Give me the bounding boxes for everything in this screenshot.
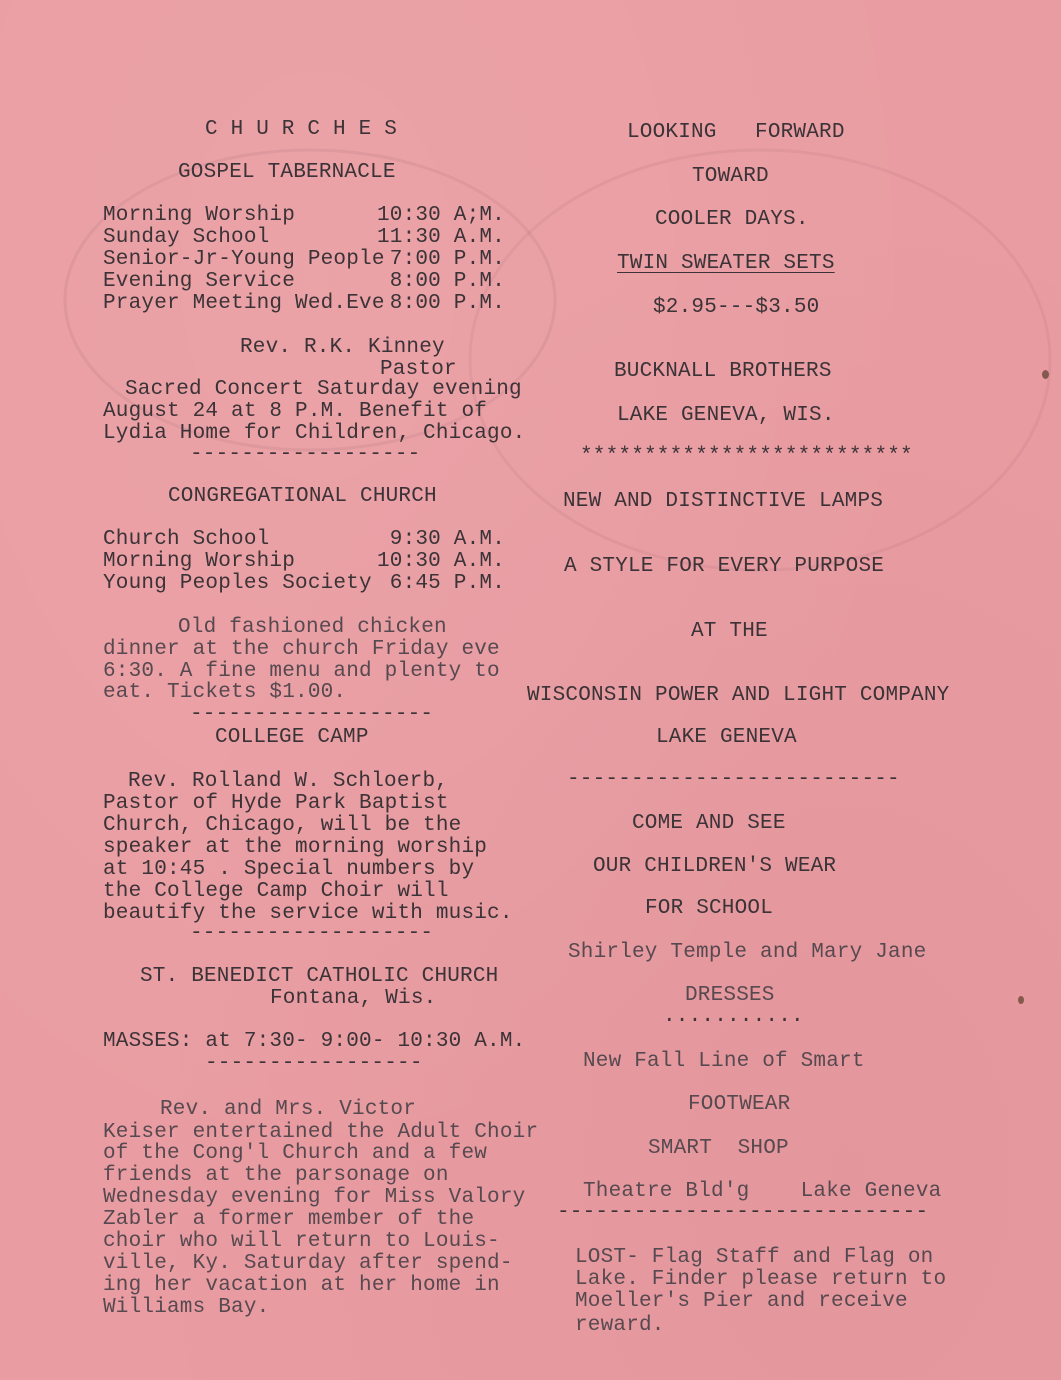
schedule-row: [103, 529, 505, 551]
notice-line: at 10:45 . Special numbers by: [103, 858, 475, 881]
section-divider: -------------------: [190, 703, 434, 726]
notice-line: beautify the service with music.: [103, 902, 513, 925]
ad-store: BUCKNALL BROTHERS: [614, 360, 832, 383]
ad-line: OUR CHILDREN'S WEAR: [593, 855, 837, 878]
social-note-line: ing her vacation at her home in: [103, 1274, 500, 1297]
notice-line: Sacred Concert Saturday evening: [125, 378, 522, 401]
notice-line: 6:30. A fine menu and plenty to: [103, 660, 500, 683]
ad-item: FOOTWEAR: [688, 1093, 791, 1116]
social-note-line: Wednesday evening for Miss Valory: [103, 1186, 526, 1209]
lost-notice-line: LOST- Flag Staff and Flag on: [575, 1246, 934, 1269]
ad-item: DRESSES: [685, 984, 775, 1007]
congregational-church-title: CONGREGATIONAL CHURCH: [168, 485, 437, 508]
notice-line: Church, Chicago, will be the: [103, 814, 462, 837]
lost-notice-line: reward.: [575, 1314, 665, 1337]
ad-price: $2.95---$3.50: [653, 296, 820, 319]
schedule-event: Morning Worship: [103, 204, 296, 227]
notice-line: Pastor of Hyde Park Baptist: [103, 792, 449, 815]
schedule-event: Church School: [103, 528, 270, 551]
pastor-title: Pastor: [380, 358, 457, 381]
social-note-line: choir who will return to Louis-: [103, 1230, 500, 1253]
ad-line: A STYLE FOR EVERY PURPOSE: [564, 555, 885, 578]
social-note-line: Keiser entertained the Adult Choir: [103, 1121, 539, 1144]
ad-line: TOWARD: [692, 165, 769, 188]
ad-line: NEW AND DISTINCTIVE LAMPS: [563, 490, 884, 513]
ink-spot: [1042, 370, 1049, 379]
ad-location: LAKE GENEVA, WIS.: [617, 404, 835, 427]
churches-heading: C H U R C H E S: [205, 118, 398, 141]
st-benedict-title: ST. BENEDICT CATHOLIC CHURCH: [140, 965, 499, 988]
schedule-row: [103, 249, 505, 271]
ad-store: SMART SHOP: [648, 1137, 789, 1160]
college-camp-title: COLLEGE CAMP: [215, 726, 369, 749]
ad-line: AT THE: [691, 620, 768, 643]
asterisk-divider: **************************: [580, 445, 913, 468]
ad-address: Theatre Bld'g Lake Geneva: [583, 1180, 942, 1203]
lost-notice-line: Moeller's Pier and receive: [575, 1290, 908, 1313]
schedule-event: Morning Worship: [103, 550, 296, 573]
social-note-line: ville, Ky. Saturday after spend-: [103, 1252, 513, 1275]
schedule-row: [103, 573, 505, 595]
schedule-time: 9:30 A.M.: [389, 528, 505, 551]
schedule-row: [103, 551, 505, 573]
social-note-line: friends at the parsonage on: [103, 1164, 449, 1187]
section-divider: -----------------------------: [557, 1201, 929, 1224]
ink-spot: [1018, 996, 1024, 1004]
social-note-line: Williams Bay.: [103, 1296, 270, 1319]
ad-company: WISCONSIN POWER AND LIGHT COMPANY: [527, 684, 950, 707]
ad-brands: Shirley Temple and Mary Jane: [568, 941, 927, 964]
section-divider: --------------------------: [567, 768, 900, 791]
schedule-event: Senior-Jr-Young People: [103, 248, 385, 271]
lost-notice-line: Lake. Finder please return to: [575, 1268, 947, 1291]
schedule-event: Evening Service: [103, 270, 296, 293]
schedule-time: 11:30 A.M.: [376, 226, 505, 249]
gospel-tabernacle-title: GOSPEL TABERNACLE: [178, 161, 396, 184]
schedule-time: 10:30 A;M.: [376, 204, 505, 227]
ad-location: LAKE GENEVA: [656, 726, 797, 749]
dot-divider: ...........: [663, 1005, 804, 1028]
ad-line: FOR SCHOOL: [645, 897, 774, 920]
masses-schedule: MASSES: at 7:30- 9:00- 10:30 A.M.: [103, 1030, 526, 1053]
ad-line: COOLER DAYS.: [655, 208, 809, 231]
pastor-name: Rev. R.K. Kinney: [240, 336, 445, 359]
notice-line: Rev. Rolland W. Schloerb,: [128, 770, 449, 793]
schedule-row: [103, 293, 505, 315]
schedule-row: [103, 227, 505, 249]
schedule-event: Young Peoples Society: [103, 572, 372, 595]
schedule-time: 8:00 P.M.: [389, 292, 505, 315]
social-note-line: of the Cong'l Church and a few: [103, 1142, 488, 1165]
ad-line: COME AND SEE: [632, 812, 786, 835]
schedule-time: 8:00 P.M.: [389, 270, 505, 293]
schedule-time: 7:00 P.M.: [389, 248, 505, 271]
schedule-event: Sunday School: [103, 226, 270, 249]
schedule-row: [103, 205, 505, 227]
notice-line: Lydia Home for Children, Chicago.: [103, 422, 526, 445]
section-divider: -------------------: [190, 922, 434, 945]
notice-line: Old fashioned chicken: [178, 616, 447, 639]
notice-line: the College Camp Choir will: [103, 880, 449, 903]
notice-line: speaker at the morning worship: [103, 836, 488, 859]
ad-line: LOOKING FORWARD: [627, 121, 845, 144]
schedule-time: 6:45 P.M.: [389, 572, 505, 595]
schedule-event: Prayer Meeting Wed.Eve: [103, 292, 385, 315]
notice-line: August 24 at 8 P.M. Benefit of: [103, 400, 488, 423]
social-note-line: Zabler a former member of the: [103, 1208, 475, 1231]
section-divider: ------------------: [190, 443, 421, 466]
ad-line: New Fall Line of Smart: [583, 1050, 865, 1073]
notice-line: eat. Tickets $1.00.: [103, 681, 347, 704]
schedule-time: 10:30 A.M.: [376, 550, 505, 573]
social-note-line: Rev. and Mrs. Victor: [160, 1098, 417, 1121]
ad-product: TWIN SWEATER SETS: [617, 252, 835, 275]
st-benedict-location: Fontana, Wis.: [270, 987, 437, 1010]
notice-line: dinner at the church Friday eve: [103, 638, 500, 661]
section-divider: -----------------: [205, 1052, 423, 1075]
schedule-row: [103, 271, 505, 293]
